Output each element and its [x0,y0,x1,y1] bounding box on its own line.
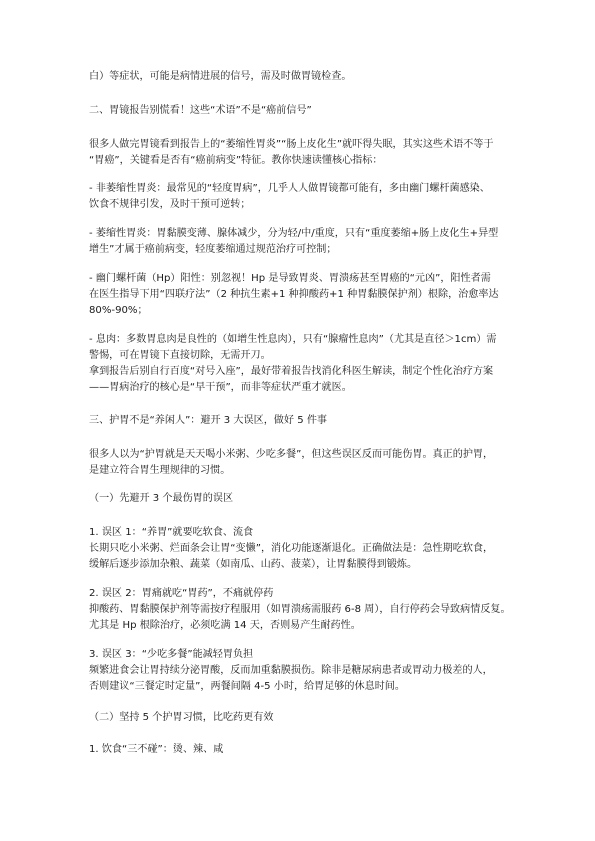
text-line: 否则建议“三餐定时定量”，两餐间隔 4-5 小时，给胃足够的休息时间。 [89,681,405,692]
text-line: 在医生指导下用“四联疗法”（2 种抗生素+1 种抑酸药+1 种胃黏膜保护剂）根除，治愈率达 [89,289,499,300]
item-heading: 1. 误区 1：“养胃”就要吃软食、流食 [89,527,254,538]
text-line: 饮食不规律引发，及时干预可逆转； [89,199,251,210]
text-line: 是建立符合胃生理规律的习惯。 [89,465,231,476]
section-heading: 三、护胃不是“养闲人”：避开 3 大误区，做好 5 件事 [89,415,328,426]
item-heading: 1. 饮食“三不碰”：烫、辣、咸 [89,744,224,755]
text-line: 增生”才属于癌前病变，轻度萎缩通过规范治疗可控制； [89,244,337,255]
text-line: 长期只吃小米粥、烂面条会让胃“变懒”，消化功能逐渐退化。正确做法是：急性期吃软食， [89,543,494,554]
text-line: 抑酸药、胃黏膜保护剂等需按疗程服用（如胃溃疡需服药 6-8 周），自行停药会导致病情反复。 [89,604,511,615]
text-line: 很多人以为“护胃就是天天喝小米粥、少吃多餐”，但这些误区反而可能伤胃。真正的护胃， [89,449,494,460]
text-line: 尤其是 Hp 根除治疗，必须吃满 14 天，否则易产生耐药性。 [89,620,361,631]
text-line: ——胃病治疗的核心是“早干预”，而非等症状严重才就医。 [89,382,352,393]
text-line: 80%-90%； [89,305,148,316]
subsection-heading: （二）坚持 5 个护胃习惯，比吃药更有效 [89,712,274,723]
text-line: 拿到报告后别自行百度“对号入座”，最好带着报告找消化科医生解读，制定个性化治疗方案 [89,366,494,377]
subsection-heading: （一）先避开 3 个最伤胃的误区 [89,493,234,504]
text-line: - 息肉：多数胃息肉是良性的（如增生性息肉），只有“腺瘤性息肉”（尤其是直径＞1cm）需 [89,334,497,345]
item-heading: 2. 误区 2：胃痛就吃“胃药”，不痛就停药 [89,588,274,599]
text-line: - 萎缩性胃炎：胃黏膜变薄、腺体减少，分为轻/中/重度，只有“重度萎缩+肠上皮化生+异型 [89,228,499,239]
section-heading: 二、胃镜报告别慌看！这些“术语”不是“癌前信号” [89,105,312,116]
text-line: 警惕，可在胃镜下直接切除，无需开刀。 [89,350,271,361]
text-line: 白）等症状，可能是病情进展的信号，需及时做胃镜检查。 [89,71,352,82]
text-line: - 非萎缩性胃炎：最常见的“轻度胃病”，几乎人人做胃镜都可能有，多由幽门螺杆菌感染、 [89,183,490,194]
text-line: “胃癌”，关键看是否有“癌前病变”特征。教你快速读懂核心指标： [89,155,383,166]
text-line: 很多人做完胃镜看到报告上的“萎缩性胃炎”“肠上皮化生”就吓得失眠，其实这些术语不等于 [89,139,494,150]
text-line: 频繁进食会让胃持续分泌胃酸，反而加重黏膜损伤。除非是糖尿病患者或胃动力极差的人， [89,665,493,676]
text-line: - 幽门螺杆菌（Hp）阳性：别忽视！Hp 是导致胃炎、胃溃疡甚至胃癌的“元凶”，阳性者需 [89,273,491,284]
text-line: 缓解后逐步添加杂粮、蔬菜（如南瓜、山药、菠菜），让胃黏膜得到锻炼。 [89,559,418,570]
item-heading: 3. 误区 3：“少吃多餐”能减轻胃负担 [89,649,254,660]
